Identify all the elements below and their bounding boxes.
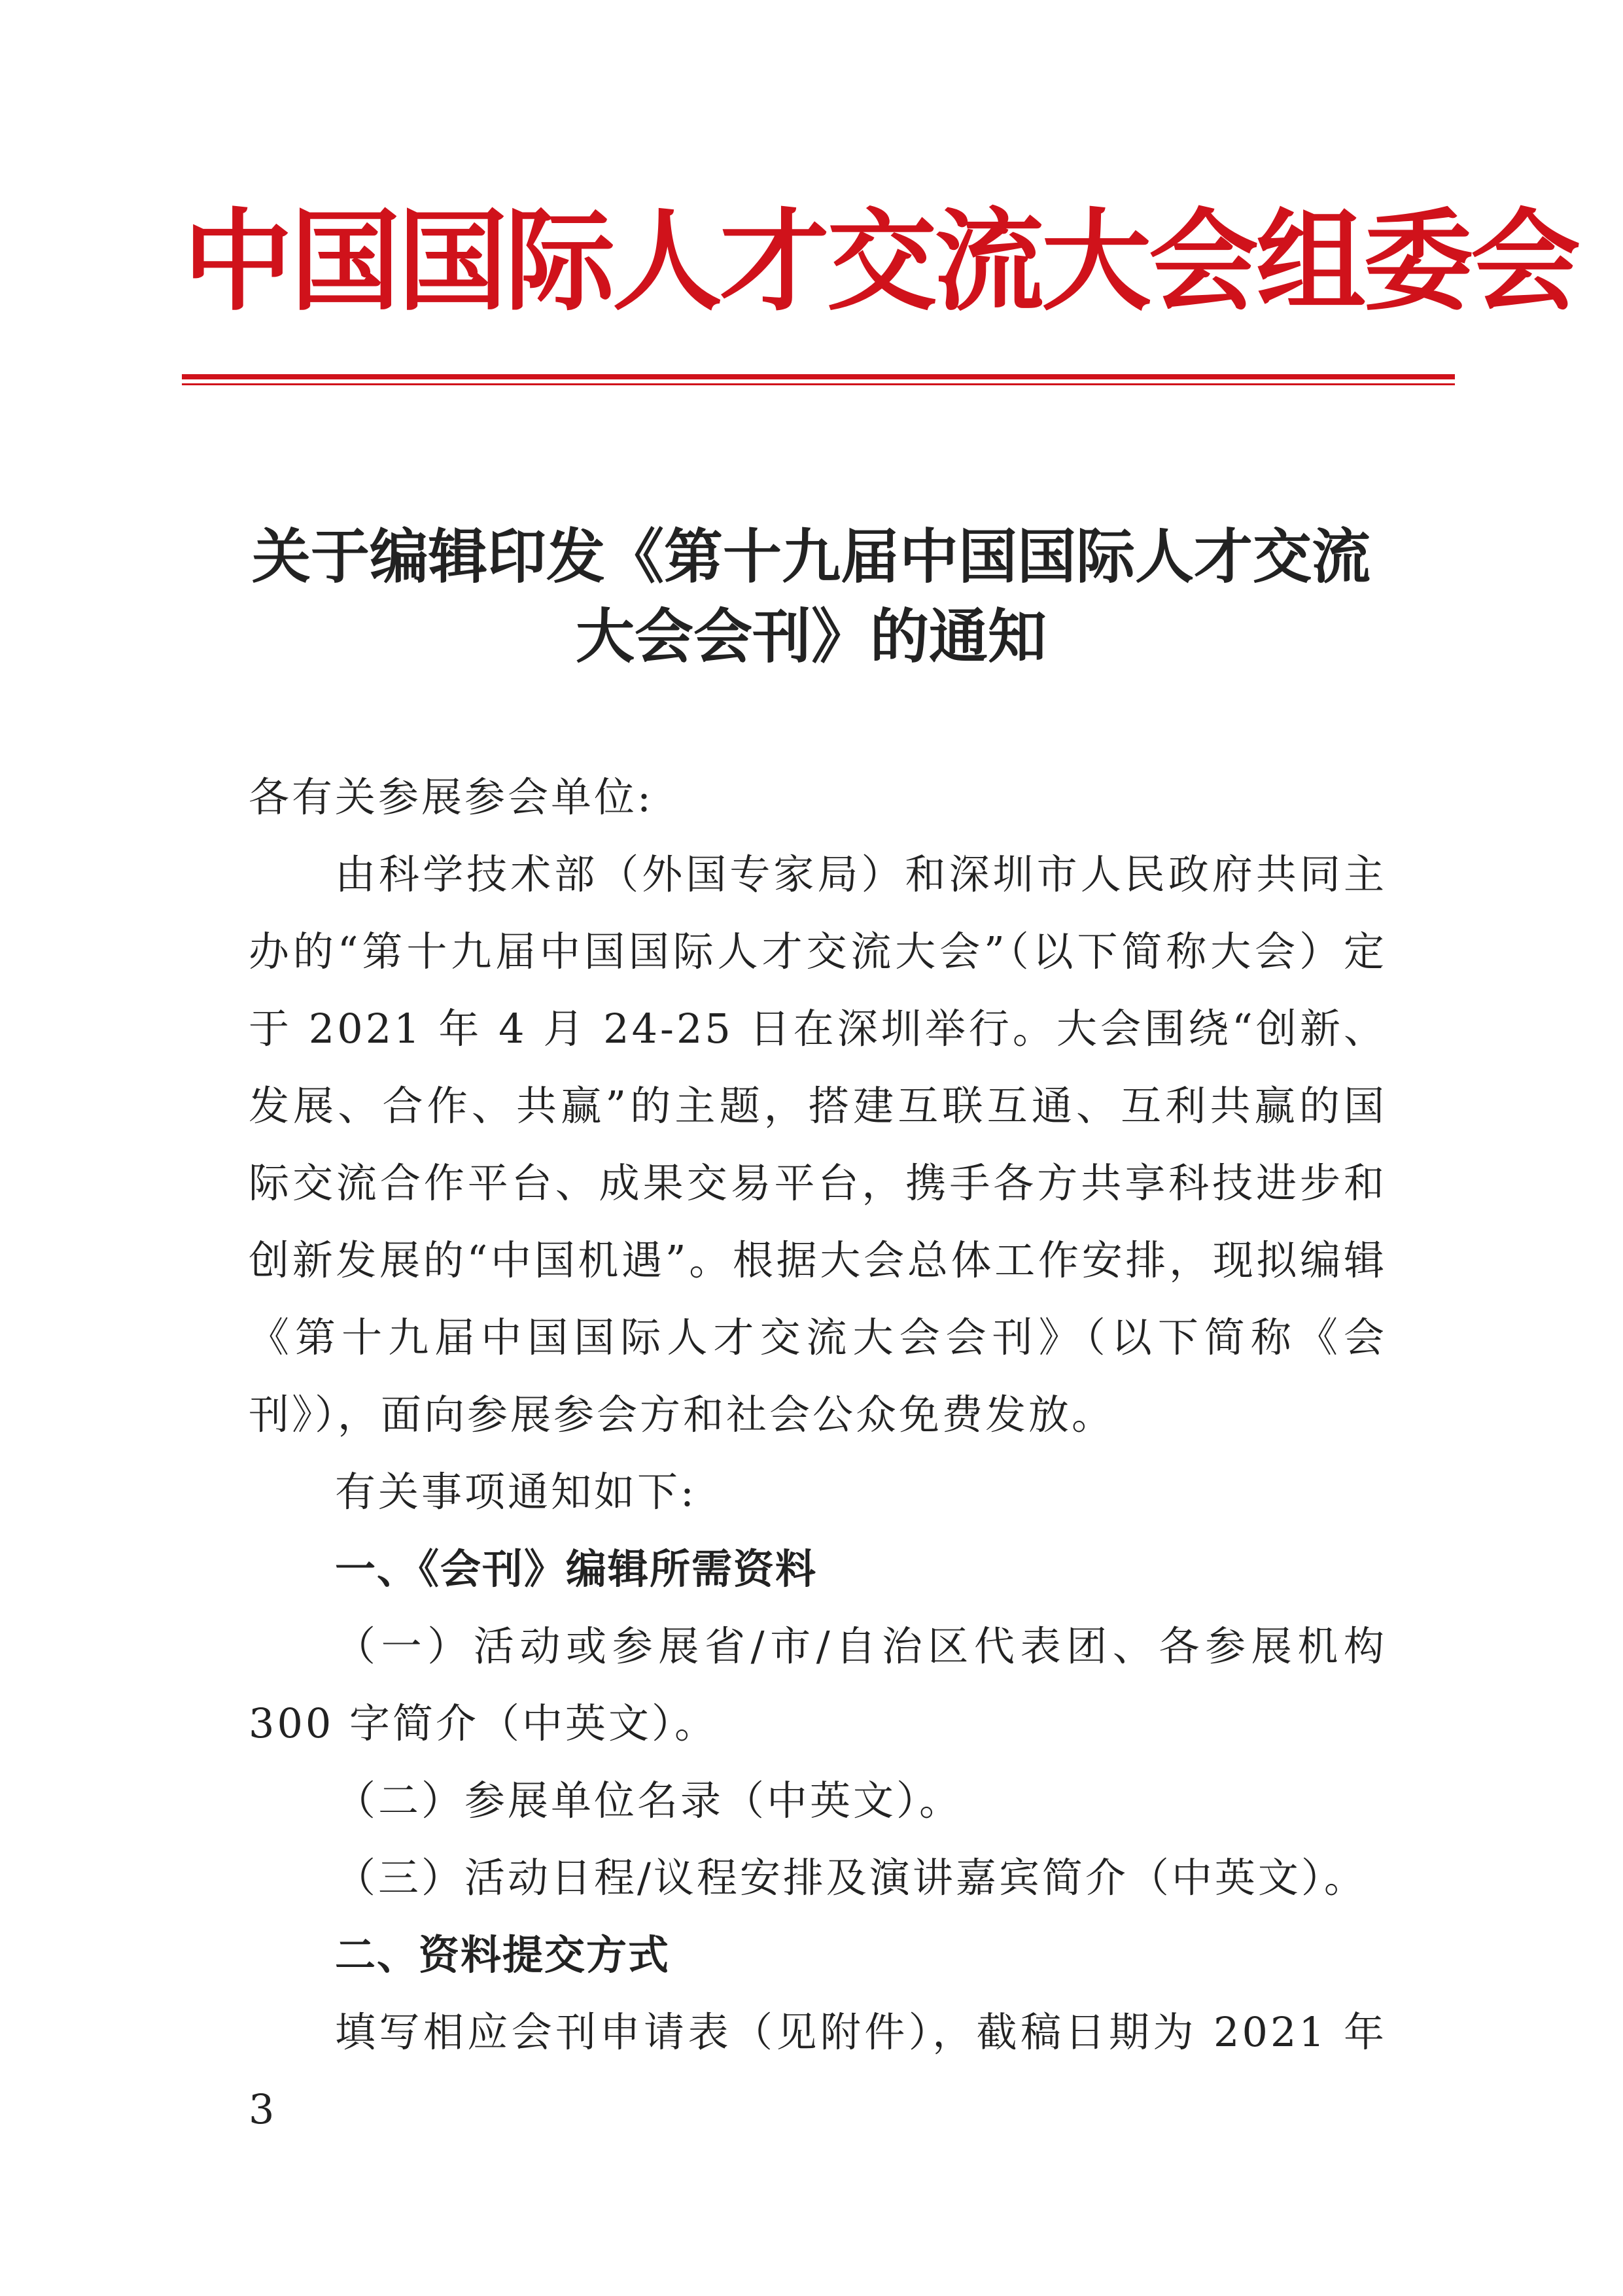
masthead-divider-thin	[182, 383, 1455, 385]
masthead-title: 中国国际人才交流大会组委会	[183, 198, 1578, 326]
document-title-line-1: 关于编辑印发《第十九届中国国际人才交流	[252, 522, 1370, 591]
section-1-heading: 一、《会刊》编辑所需资料	[335, 1545, 818, 1593]
salutation: 各有关参展参会单位:	[249, 773, 654, 821]
section-2-text: 填写相应会刊申请表（见附件），截稿日期为 2021 年 3	[249, 2008, 1387, 2133]
document-title-line-2: 大会会刊》的通知	[576, 602, 1047, 671]
notice-intro: 有关事项通知如下:	[335, 1468, 697, 1516]
section-1-item-3: （三）活动日程/议程安排及演讲嘉宾简介（中英文）。	[335, 1854, 1367, 1902]
document-body	[249, 759, 1387, 2148]
intro-paragraph: 由科学技术部（外国专家局）和深圳市人民政府共同主办的“第十九届中国国际人才交流大会”（以下简称大会）定于 2021 年 4 月 24-25 日在深圳举行。大会围绕“创新、发展、合作、共赢”的主题，搭建互联互通、互利共赢的国际交流合作平台、成果交易平台，携手各方共享科技进步和创新发展的“中国机遇”。根据大会总体工作安排，现拟编辑《第十九届中国国际人才交流大会会刊》（以下简称《会刊》），面向参展参会方和社会公众免费发放。	[249, 850, 1387, 1438]
masthead-divider-thick	[182, 374, 1455, 379]
section-1-item-2: （二）参展单位名录（中英文）。	[335, 1777, 963, 1824]
section-1-item-1: （一）活动或参展省/市/自治区代表团、各参展机构 300 字简介（中英文）。	[249, 1622, 1387, 1747]
section-2-heading: 二、资料提交方式	[335, 1931, 671, 1979]
document-title	[222, 517, 1400, 676]
